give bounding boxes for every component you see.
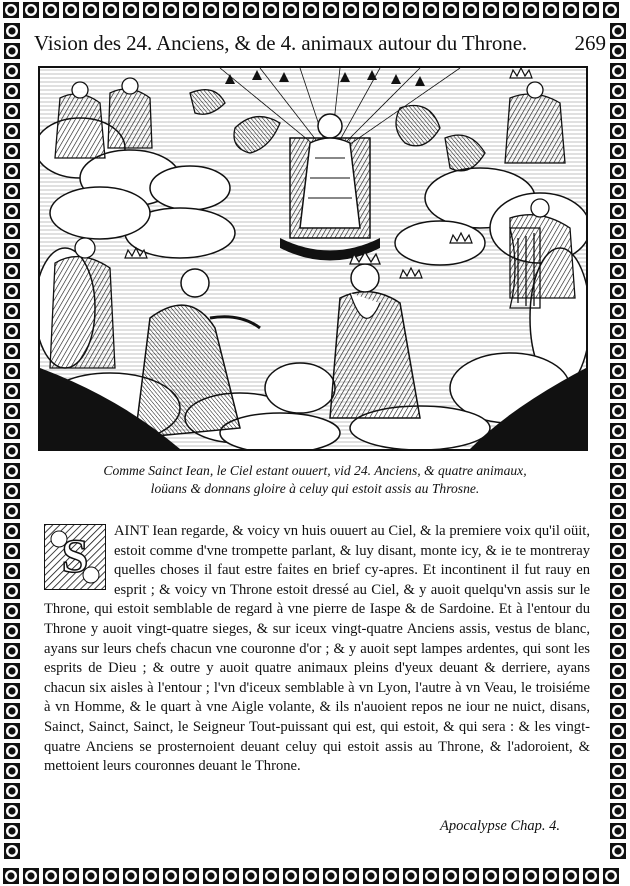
border-ornament-icon [610, 703, 626, 719]
border-ornament-icon [483, 868, 499, 884]
border-ornament-icon [343, 2, 359, 18]
border-ornament-icon [610, 523, 626, 539]
border-ornament-icon [563, 2, 579, 18]
border-ornament-icon [243, 2, 259, 18]
border-ornament-icon [4, 523, 20, 539]
border-ornament-icon [4, 823, 20, 839]
border-ornament-icon [263, 2, 279, 18]
border-ornament-icon [143, 2, 159, 18]
border-ornament-icon [610, 763, 626, 779]
border-ornament-icon [4, 583, 20, 599]
border-ornament-icon [4, 403, 20, 419]
border-ornament-icon [610, 283, 626, 299]
border-ornament-icon [263, 868, 279, 884]
border-ornament-icon [610, 643, 626, 659]
border-ornament-icon [443, 868, 459, 884]
border-ornament-icon [383, 2, 399, 18]
border-ornament-icon [463, 2, 479, 18]
border-ornament-icon [543, 2, 559, 18]
border-ornament-icon [610, 743, 626, 759]
border-ornament-icon [363, 868, 379, 884]
ornamental-border-left [0, 0, 24, 886]
border-ornament-icon [4, 623, 20, 639]
border-ornament-icon [4, 743, 20, 759]
border-ornament-icon [610, 263, 626, 279]
border-ornament-icon [203, 868, 219, 884]
border-ornament-icon [4, 183, 20, 199]
border-ornament-icon [203, 2, 219, 18]
running-head [34, 26, 606, 60]
border-ornament-icon [83, 2, 99, 18]
border-ornament-icon [23, 868, 39, 884]
border-ornament-icon [4, 643, 20, 659]
border-ornament-icon [423, 868, 439, 884]
border-ornament-icon [4, 283, 20, 299]
body-text: Iean regarde, & voicy vn huis ouuert au Ciel, & la premiere voix qu'il oüit, estoit comme d'vne trompette parlant, & luy disant, monte icy, & ie te montreray quelles choses il faut estre faites en brief cy-apres. Et incontinent il fut rauy en esprit ; & voicy vn Throne estoit dressé au Ciel, & y auoit quelqu'vn assis sur le Throne, qui estoit semblable de regard à vne pierre de Iaspe & de Sardoine. Et à l'entour du Throne y auoit vingt-quatre sieges, & sur iceux vingt-quatre Anciens assis, vestus de blanc, ayans sur leurs chefs chacun vne couronne d'or ; & y auoit sept lampes ardentes, qui sont les esprits de Dieu ; & outre y auoit quatre animaux pleins d'yeux deuant & derriere, ayans chacun six aisles à l'entour ; l'vn d'iceux semblable à vn Lyon, l'autre à vn Veau, le troisiéme à vn Homme, & le quart à vne Aigle volante, & ils n'auoient repos ne iour ne nuict, disans, Sainct, Sainct, Sainct, le Seigneur Tout-puissant qui est, qui estoit, & qui sera : & les vingt-quatre Anciens se prosternoient deuant celuy qui estoit assis au Throne, & l'adoroient, & mettoient leurs couronnes deuant le Throne. [44, 523, 590, 775]
caption-line-1: Comme Sainct Iean, le Ciel estant ouuert, vid 24. Anciens, & quatre animaux, [103, 463, 527, 478]
border-ornament-icon [323, 868, 339, 884]
border-ornament-icon [83, 868, 99, 884]
border-ornament-icon [4, 123, 20, 139]
border-ornament-icon [610, 603, 626, 619]
border-ornament-icon [4, 703, 20, 719]
border-ornament-icon [610, 143, 626, 159]
border-ornament-icon [223, 868, 239, 884]
illustration-caption [40, 462, 590, 498]
border-ornament-icon [583, 868, 599, 884]
border-ornament-icon [4, 223, 20, 239]
border-ornament-icon [323, 2, 339, 18]
border-ornament-icon [4, 323, 20, 339]
border-ornament-icon [4, 163, 20, 179]
page-number: 269 [574, 30, 606, 55]
border-ornament-icon [4, 363, 20, 379]
woodcut-illustration [38, 66, 588, 451]
border-ornament-icon [610, 843, 626, 859]
border-ornament-icon [283, 868, 299, 884]
border-ornament-icon [610, 203, 626, 219]
border-ornament-icon [4, 503, 20, 519]
border-ornament-icon [183, 2, 199, 18]
border-ornament-icon [4, 803, 20, 819]
ornamental-border-right [606, 0, 630, 886]
border-ornament-icon [4, 603, 20, 619]
border-ornament-icon [4, 263, 20, 279]
border-ornament-icon [4, 103, 20, 119]
border-ornament-icon [610, 803, 626, 819]
border-ornament-icon [4, 683, 20, 699]
border-ornament-icon [383, 868, 399, 884]
border-ornament-icon [4, 23, 20, 39]
border-ornament-icon [610, 443, 626, 459]
border-ornament-icon [143, 868, 159, 884]
border-ornament-icon [610, 223, 626, 239]
border-ornament-icon [610, 363, 626, 379]
border-ornament-icon [523, 868, 539, 884]
border-ornament-icon [610, 423, 626, 439]
border-ornament-icon [423, 2, 439, 18]
border-ornament-icon [223, 2, 239, 18]
border-ornament-icon [43, 2, 59, 18]
border-ornament-icon [610, 683, 626, 699]
border-ornament-icon [610, 43, 626, 59]
border-ornament-icon [4, 563, 20, 579]
border-ornament-icon [610, 83, 626, 99]
border-ornament-icon [4, 303, 20, 319]
border-ornament-icon [123, 868, 139, 884]
border-ornament-icon [610, 823, 626, 839]
border-ornament-icon [610, 23, 626, 39]
border-ornament-icon [610, 403, 626, 419]
border-ornament-icon [483, 2, 499, 18]
border-ornament-icon [103, 868, 119, 884]
border-ornament-icon [610, 483, 626, 499]
border-ornament-icon [583, 2, 599, 18]
border-ornament-icon [503, 2, 519, 18]
border-ornament-icon [63, 2, 79, 18]
first-word: AINT [114, 523, 149, 539]
border-ornament-icon [610, 663, 626, 679]
border-ornament-icon [163, 868, 179, 884]
border-ornament-icon [610, 103, 626, 119]
border-ornament-icon [4, 423, 20, 439]
border-ornament-icon [610, 563, 626, 579]
border-ornament-icon [303, 868, 319, 884]
border-ornament-icon [4, 843, 20, 859]
scripture-reference: Apocalypse Chap. 4. [439, 818, 560, 834]
border-ornament-icon [610, 123, 626, 139]
border-ornament-icon [610, 183, 626, 199]
border-ornament-icon [63, 868, 79, 884]
border-ornament-icon [243, 868, 259, 884]
border-ornament-icon [4, 243, 20, 259]
border-ornament-icon [463, 868, 479, 884]
border-ornament-icon [4, 463, 20, 479]
border-ornament-icon [610, 723, 626, 739]
border-ornament-icon [4, 663, 20, 679]
border-ornament-icon [610, 243, 626, 259]
border-ornament-icon [610, 163, 626, 179]
border-ornament-icon [610, 623, 626, 639]
ornamental-border-top [0, 0, 630, 20]
border-ornament-icon [4, 43, 20, 59]
border-ornament-icon [610, 543, 626, 559]
page-title: Vision des 24. Anciens, & de 4. animaux autour du Throne. [34, 30, 528, 55]
border-ornament-icon [443, 2, 459, 18]
border-ornament-icon [610, 303, 626, 319]
border-ornament-icon [4, 763, 20, 779]
border-ornament-icon [610, 463, 626, 479]
border-ornament-icon [610, 343, 626, 359]
border-ornament-icon [343, 868, 359, 884]
border-ornament-icon [4, 63, 20, 79]
border-ornament-icon [4, 543, 20, 559]
border-ornament-icon [43, 868, 59, 884]
border-ornament-icon [610, 783, 626, 799]
border-ornament-icon [4, 83, 20, 99]
border-ornament-icon [523, 2, 539, 18]
border-ornament-icon [610, 383, 626, 399]
border-ornament-icon [23, 2, 39, 18]
border-ornament-icon [4, 783, 20, 799]
border-ornament-icon [543, 868, 559, 884]
border-ornament-icon [363, 2, 379, 18]
border-ornament-icon [503, 868, 519, 884]
border-ornament-icon [163, 2, 179, 18]
border-ornament-icon [403, 868, 419, 884]
border-ornament-icon [4, 343, 20, 359]
border-ornament-icon [4, 443, 20, 459]
border-ornament-icon [610, 583, 626, 599]
ornamental-border-bottom [0, 866, 630, 886]
drop-cap [44, 524, 106, 590]
caption-line-2: loüans & donnans gloire à celuy qui estoit assis au Throsne. [150, 481, 480, 496]
border-ornament-icon [123, 2, 139, 18]
border-ornament-icon [4, 483, 20, 499]
border-ornament-icon [283, 2, 299, 18]
border-ornament-icon [4, 383, 20, 399]
border-ornament-icon [610, 503, 626, 519]
border-ornament-icon [4, 143, 20, 159]
border-ornament-icon [4, 723, 20, 739]
border-ornament-icon [303, 2, 319, 18]
border-ornament-icon [610, 323, 626, 339]
body-paragraph [44, 522, 590, 777]
border-ornament-icon [403, 2, 419, 18]
woodcut-scene [40, 68, 586, 449]
drop-cap-letter: S [61, 530, 89, 583]
border-ornament-icon [183, 868, 199, 884]
border-ornament-icon [4, 203, 20, 219]
border-ornament-icon [103, 2, 119, 18]
border-ornament-icon [563, 868, 579, 884]
border-ornament-icon [610, 63, 626, 79]
